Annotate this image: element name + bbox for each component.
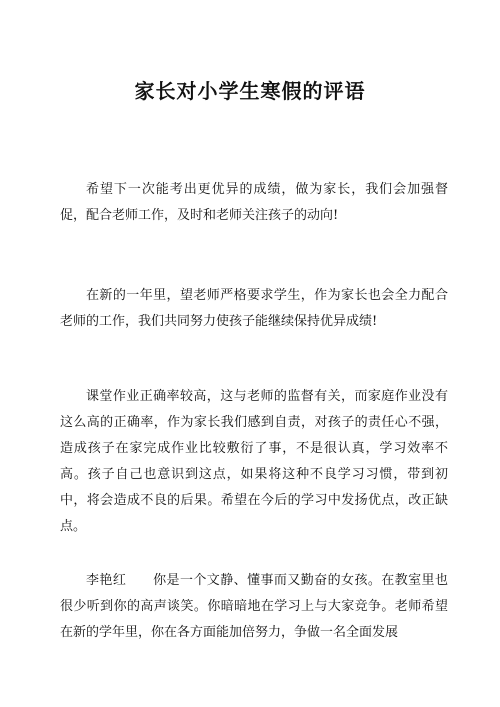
paragraph-4: 李艳红 你是一个文静、懂事而又勤奋的女孩。在教室里也很少听到你的高声谈笑。你暗暗地在学习上与大家竞争。老师希望在新的学年里，你在各方面能加倍努力，争做一名全面发展	[60, 573, 448, 640]
paragraph-3: 课堂作业正确率较高，这与老师的监督有关，而家庭作业没有这么高的正确率，作为家长我们感到自责，对孩子的责任心不强，造成孩子在家完成作业比较敷衍了事，不是很认真，学习效率不高。孩子自己也意识到这点，如果将这种不良学习习惯，带到初中，将会造成不良的后果。希望在今后的学习中发扬优点，改正缺点。	[60, 389, 448, 534]
document-title: 家长对小学生寒假的评语	[134, 79, 366, 104]
paragraph-1: 希望下一次能考出更优异的成绩，做为家长，我们会加强督促，配合老师工作，及时和老师关注孩子的动向!	[60, 182, 448, 223]
paragraph-2: 在新的一年里，望老师严格要求学生，作为家长也会全力配合老师的工作，我们共同努力使孩子能继续保持优异成绩!	[60, 288, 448, 329]
